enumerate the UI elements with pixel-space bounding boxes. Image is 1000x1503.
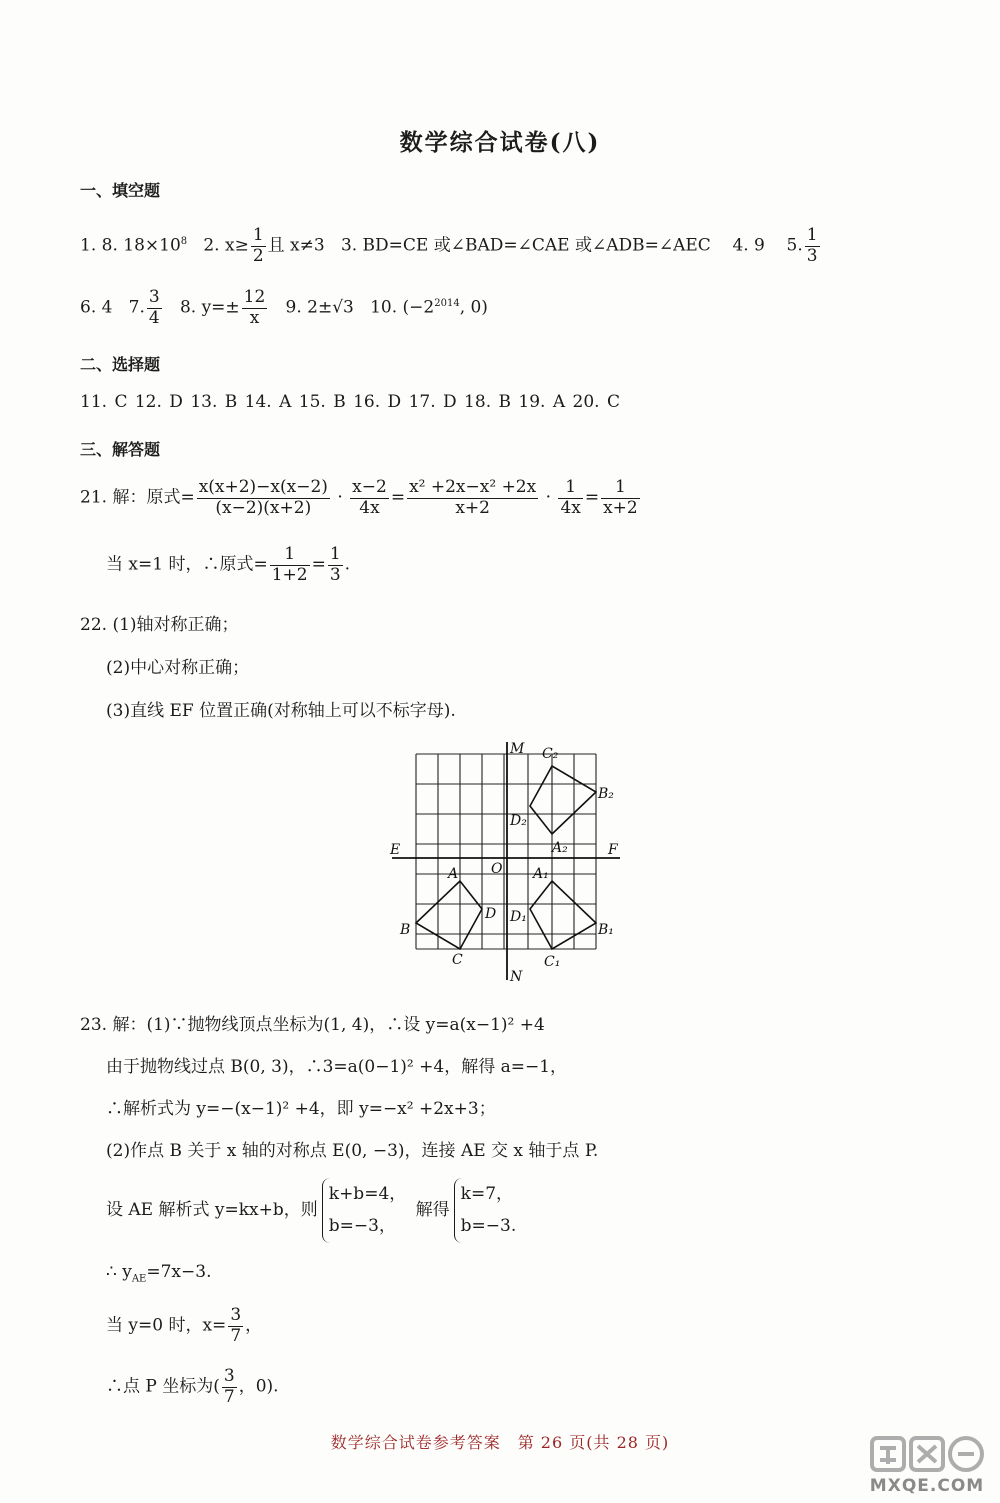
- quad-ABCD: [416, 881, 482, 949]
- q21-fraction-5: $\frac{1}{x+2}$: [603, 477, 638, 518]
- answer-8-fraction: $\frac{12}{x}$: [243, 287, 266, 328]
- answer-9: 9. 2±√3: [285, 297, 354, 318]
- label-B: B: [400, 922, 411, 938]
- q21-dot-1: ·: [337, 487, 343, 508]
- q23-point-prefix: ∴点 P 坐标为(: [106, 1376, 220, 1397]
- answer-10-exponent: 2014: [434, 297, 460, 309]
- q21-fraction-6: $\frac{1}{1+2}$: [271, 544, 308, 585]
- answer-10-prefix: 10. (−2: [370, 297, 435, 318]
- section-solutions: 三、解答题: [80, 440, 161, 459]
- q23-line-5: [106, 1178, 520, 1243]
- answer-2-fraction: $\frac{1}{2}$: [252, 225, 264, 266]
- q23-line-1: 23. 解：(1)∵抛物线顶点坐标为(1, 4)，∴设 y=a(x−1)² +4: [80, 1015, 545, 1035]
- q21-when: 当 x=1 时，∴原式=: [106, 554, 268, 575]
- q21-line-1: [80, 478, 642, 518]
- symmetry-grid-figure: [380, 738, 630, 988]
- label-C: C: [452, 952, 463, 968]
- q23-fraction-p: $\frac{3}{7}$: [223, 1366, 235, 1407]
- q23-fraction-x: $\frac{3}{7}$: [230, 1305, 242, 1346]
- label-D2: D₂: [510, 813, 527, 829]
- watermark-logo-icon: [866, 1432, 988, 1478]
- q21-fraction-2: $\frac{x-2}{4x}$: [352, 477, 387, 518]
- q23-point-suffix: ，0).: [238, 1376, 279, 1397]
- label-C1: C₁: [544, 954, 561, 970]
- q21-equals-3: =: [311, 554, 326, 575]
- label-N: N: [510, 969, 523, 985]
- label-O: O: [491, 861, 503, 877]
- q23-yae-prefix: ∴ y: [106, 1262, 132, 1282]
- quad-A2B2C2D2: [530, 766, 596, 834]
- grid-lines: [416, 754, 596, 949]
- answer-6: 6. 4: [80, 297, 113, 318]
- answer-7-fraction: $\frac{3}{4}$: [148, 287, 160, 328]
- q23-line-2: 由于抛物线过点 B(0, 3)，∴3=a(0−1)² +4，解得 a=−1，: [106, 1057, 568, 1077]
- section-multiple-choice: 二、选择题: [80, 355, 161, 374]
- label-B1: B₁: [598, 922, 614, 938]
- quad-A1B1C1D1: [530, 881, 596, 949]
- q23-yae-subscript: AE: [131, 1273, 147, 1285]
- q22-line-2: (2)中心对称正确；: [106, 658, 250, 678]
- label-A2: A₂: [552, 840, 568, 856]
- q21-end: .: [344, 554, 351, 575]
- section-fill-blank: 一、填空题: [80, 181, 161, 200]
- answer-5-prefix: 5.: [786, 235, 803, 256]
- answer-8-prefix: 8. y=±: [179, 297, 240, 318]
- answer-4: 4. 9: [732, 235, 765, 256]
- label-D: D: [485, 906, 497, 922]
- watermark-text: MXQE.COM: [869, 1476, 985, 1496]
- q23-when-suffix: ，: [245, 1315, 263, 1336]
- q23-when-prefix: 当 y=0 时，x=: [106, 1315, 227, 1336]
- answer-2-suffix: 且 x≠3: [267, 235, 325, 256]
- q23-line-7: [106, 1306, 262, 1346]
- q23-solve: 解得: [415, 1199, 450, 1220]
- answer-10-suffix: , 0): [459, 297, 488, 318]
- q21-fraction-3: $\frac{\text{x² +2x−x² +2x}}{x+2}$: [409, 477, 537, 518]
- answer-2-prefix: 2. x≥: [203, 235, 249, 256]
- q23-system-1: k+b=4， b=−3，: [322, 1178, 407, 1243]
- grid-svg: [380, 738, 630, 988]
- label-M: M: [510, 741, 525, 757]
- q23-system-prefix: 设 AE 解析式 y=kx+b，则: [106, 1199, 318, 1220]
- fill-answers-line-2: [80, 288, 488, 328]
- q21-label: 21. 解：原式=: [80, 487, 195, 508]
- q21-fraction-4: $\frac{1}{4x}$: [560, 477, 581, 518]
- label-F: F: [608, 842, 618, 858]
- label-A: A: [448, 866, 459, 882]
- label-B2: B₂: [598, 786, 614, 802]
- q21-line-2: [106, 545, 350, 585]
- watermark-logo: [866, 1432, 988, 1502]
- q23-line-4: (2)作点 B 关于 x 轴的对称点 E(0, −3)，连接 AE 交 x 轴于点 P.: [106, 1141, 599, 1161]
- fill-answers-line-1: [80, 226, 822, 266]
- answer-3: 3. BD=CE 或∠BAD=∠CAE 或∠ADB=∠AEC: [340, 235, 711, 256]
- label-A1: A₁: [533, 866, 549, 882]
- answer-5-fraction: $\frac{1}{3}$: [806, 225, 818, 266]
- answer-7-prefix: 7.: [128, 297, 145, 318]
- q23-line-8: [106, 1367, 279, 1407]
- q21-equals-2: =: [584, 487, 600, 508]
- choice-answers: 11. C 12. D 13. B 14. A 15. B 16. D 17. D 18. B 19. A 20. C: [80, 392, 620, 412]
- q23-line-6: [106, 1262, 211, 1284]
- page-footer: 数学综合试卷参考答案 第 26 页(共 28 页): [330, 1433, 670, 1452]
- label-D1: D₁: [510, 909, 527, 925]
- q23-line-3: ∴解析式为 y=−(x−1)² +4，即 y=−x² +2x+3；: [106, 1099, 496, 1119]
- q21-fraction-7: $\frac{1}{3}$: [329, 544, 341, 585]
- label-C2: C₂: [542, 746, 559, 762]
- answer-1: 1. 8. 18×10: [80, 235, 181, 256]
- label-E: E: [390, 842, 401, 858]
- q22-line-1: 22. (1)轴对称正确；: [80, 615, 239, 635]
- q22-line-3: (3)直线 EF 位置正确(对称轴上可以不标字母).: [106, 701, 456, 721]
- q21-equals-1: =: [390, 487, 406, 508]
- q23-system-2: k=7， b=−3.: [454, 1178, 517, 1243]
- q21-dot-2: ·: [545, 487, 552, 508]
- q23-yae-suffix: =7x−3.: [146, 1262, 212, 1282]
- q21-fraction-1: $\frac{x(x+2)-x(x-2)}{(x-2)(x+2)}$: [198, 477, 328, 518]
- answer-1-exponent: 8: [180, 235, 188, 247]
- page-title: 数学综合试卷(八): [399, 129, 601, 156]
